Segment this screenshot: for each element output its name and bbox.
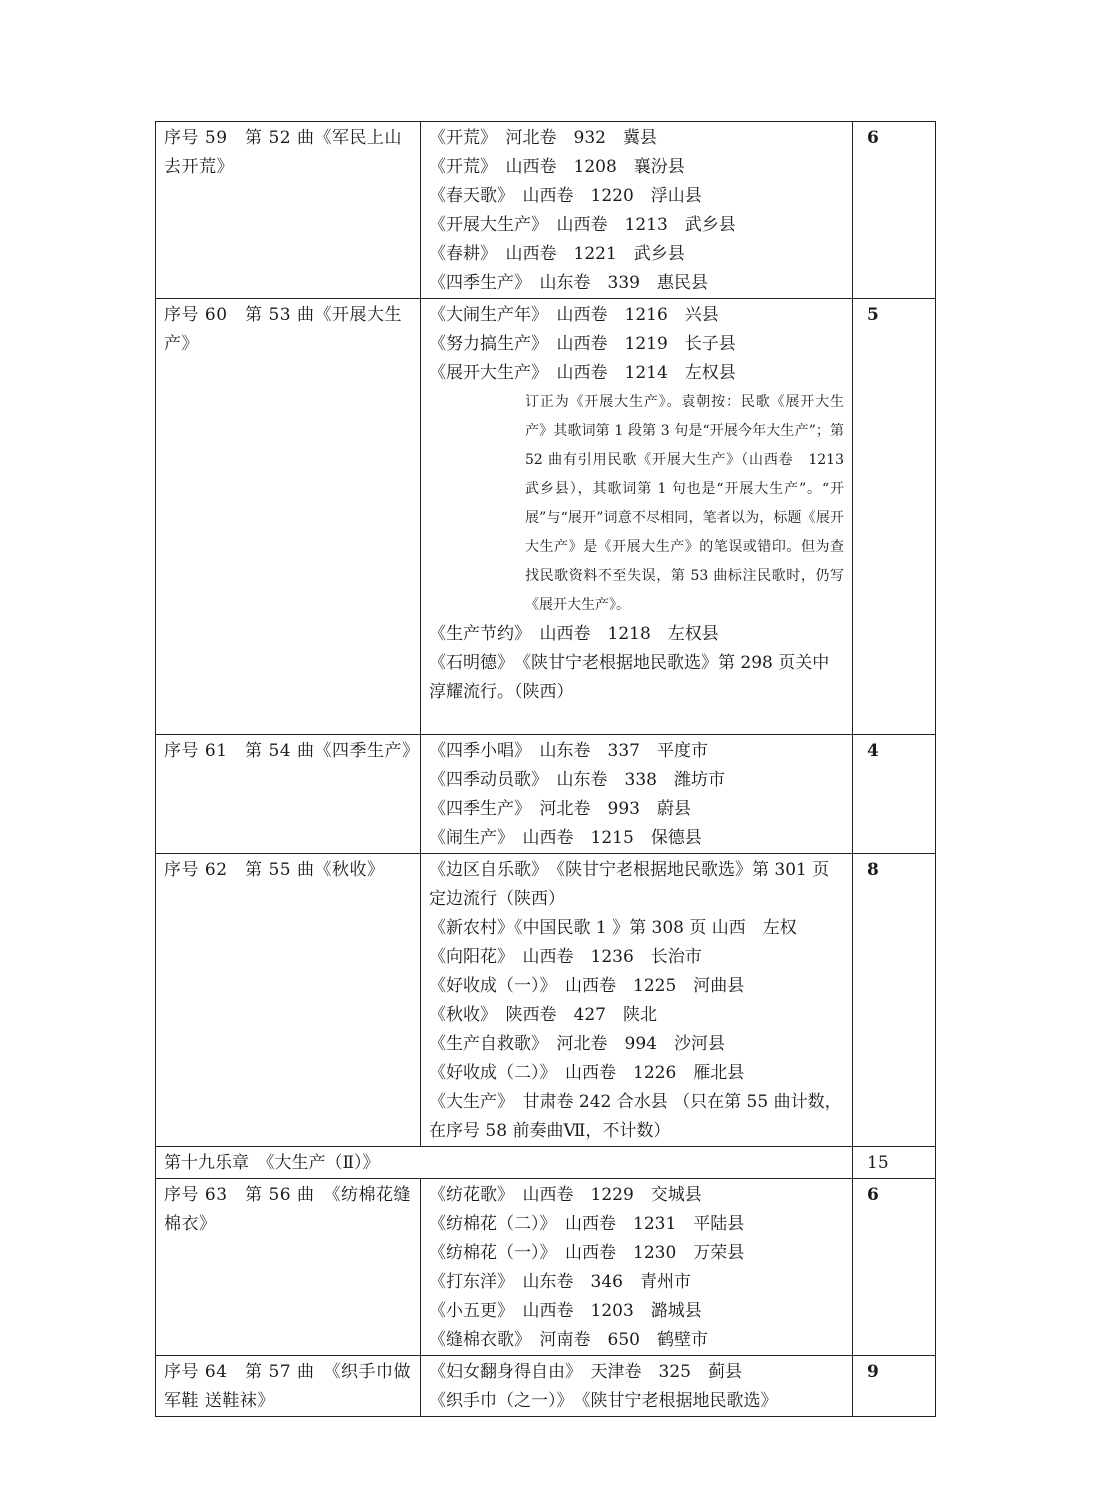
- song-source-table: [155, 121, 936, 1417]
- table-row: [156, 735, 936, 854]
- count-cell: 5: [853, 299, 936, 735]
- source-list: [421, 122, 853, 299]
- row-title: 序号 59 第 52 曲《军民上山去开荒》: [156, 122, 421, 299]
- source-line: 《缝棉衣歌》 河南卷 650 鹤壁市: [429, 1330, 708, 1350]
- count-cell: 9: [853, 1356, 936, 1417]
- table-row: [156, 1356, 936, 1417]
- table-row: [156, 299, 936, 735]
- source-line: 《好收成（一）》 山西卷 1225 河曲县: [429, 976, 745, 996]
- table-row: [156, 122, 936, 299]
- source-line: 《秋收》 陕西卷 427 陕北: [429, 1005, 657, 1025]
- chapter-count: 15: [853, 1147, 936, 1179]
- source-line: 《闹生产》 山西卷 1215 保德县: [429, 828, 702, 848]
- table-row: [156, 1179, 936, 1356]
- source-line: 《纺花歌》 山西卷 1229 交城县: [429, 1185, 702, 1205]
- source-line: 《春天歌》 山西卷 1220 浮山县: [429, 186, 702, 206]
- source-line: 《织手巾（之一）》 《陕甘宁老根据地民歌选》: [429, 1391, 778, 1411]
- source-line: 《小五更》 山西卷 1203 潞城县: [429, 1301, 702, 1321]
- source-line: 《妇女翻身得自由》 天津卷 325 蓟县: [429, 1362, 742, 1382]
- source-list: [421, 1179, 853, 1356]
- source-line: 《展开大生产》 山西卷 1214 左权县: [429, 363, 736, 383]
- source-list: [421, 854, 853, 1147]
- source-line: 《春耕》 山西卷 1221 武乡县: [429, 244, 685, 264]
- source-line: 《好收成（二）》 山西卷 1226 雁北县: [429, 1063, 745, 1083]
- chapter-title: 第十九乐章 《大生产（Ⅱ）》: [156, 1147, 853, 1179]
- source-line: 《开荒》 山西卷 1208 襄汾县: [429, 157, 685, 177]
- source-list: [421, 1356, 853, 1417]
- source-line: 《纺棉花（二）》 山西卷 1231 平陆县: [429, 1214, 745, 1234]
- source-list: [421, 299, 858, 735]
- source-line: 《开展大生产》 山西卷 1213 武乡县: [429, 215, 736, 235]
- count-cell: 6: [853, 122, 936, 299]
- source-line: 《纺棉花（一）》 山西卷 1230 万荣县: [429, 1243, 745, 1263]
- source-line: 《大生产》 甘肃卷 242 合水县 （只在第 55 曲计数，在序号 58 前奏曲Ⅶ，不计数）: [429, 1092, 842, 1141]
- source-line: 《生产自救歌》 河北卷 994 沙河县: [429, 1034, 725, 1054]
- table-row: [156, 854, 936, 1147]
- source-line: 《四季生产》 河北卷 993 蔚县: [429, 799, 691, 819]
- row-title: 序号 63 第 56 曲 《纺棉花缝棉衣》: [156, 1179, 421, 1356]
- editor-note: 订正为《开展大生产》。袁朝按：民歌《展开大生产》其歌词第 1 段第 3 句是“开展今年大生产”；第 52 曲有引用民歌《开展大生产》（山西卷 1213 武乡县），其歌词第 1 句也是“开展大生产”。“开展”与“展开”词意不尽相同，笔者以为，标题《展开大生产》是《开展大生产》的笔误或错印。但为查找民歌资料不至失误，第 53 曲标注民歌时，仍写《展开大生产》。: [525, 394, 858, 613]
- count-cell: 4: [853, 735, 936, 854]
- source-line: 《石明德》 《陕甘宁老根据地民歌选》第 298 页关中 淳耀流行。（陕西）: [429, 653, 830, 702]
- row-title: 序号 62 第 55 曲《秋收》: [156, 854, 421, 1147]
- source-line: 《生产节约》 山西卷 1218 左权县: [429, 624, 719, 644]
- source-line: 《四季生产》 山东卷 339 惠民县: [429, 273, 708, 293]
- count-cell: 8: [853, 854, 936, 1147]
- chapter-row: [156, 1147, 936, 1179]
- row-title: 序号 64 第 57 曲 《织手巾做军鞋 送鞋袜》: [156, 1356, 421, 1417]
- count-cell: 6: [853, 1179, 936, 1356]
- row-title: 序号 60 第 53 曲《开展大生产》: [156, 299, 421, 735]
- source-line: 《大闹生产年》 山西卷 1216 兴县: [429, 305, 719, 325]
- source-line: 《打东洋》 山东卷 346 青州市: [429, 1272, 691, 1292]
- source-line: 《边区自乐歌》 《陕甘宁老根据地民歌选》第 301 页 定边流行（陕西）: [429, 860, 830, 909]
- source-list: [421, 735, 853, 854]
- source-line: 《开荒》 河北卷 932 冀县: [429, 128, 657, 148]
- source-line: 《向阳花》 山西卷 1236 长治市: [429, 947, 702, 967]
- source-line: 《四季小唱》 山东卷 337 平度市: [429, 741, 708, 761]
- row-title: 序号 61 第 54 曲《四季生产》: [156, 735, 421, 854]
- source-line: 《四季动员歌》 山东卷 338 潍坊市: [429, 770, 725, 790]
- source-line: 《新农村》《中国民歌 1 》第 308 页 山西 左权: [429, 918, 797, 938]
- source-line: 《努力搞生产》 山西卷 1219 长子县: [429, 334, 736, 354]
